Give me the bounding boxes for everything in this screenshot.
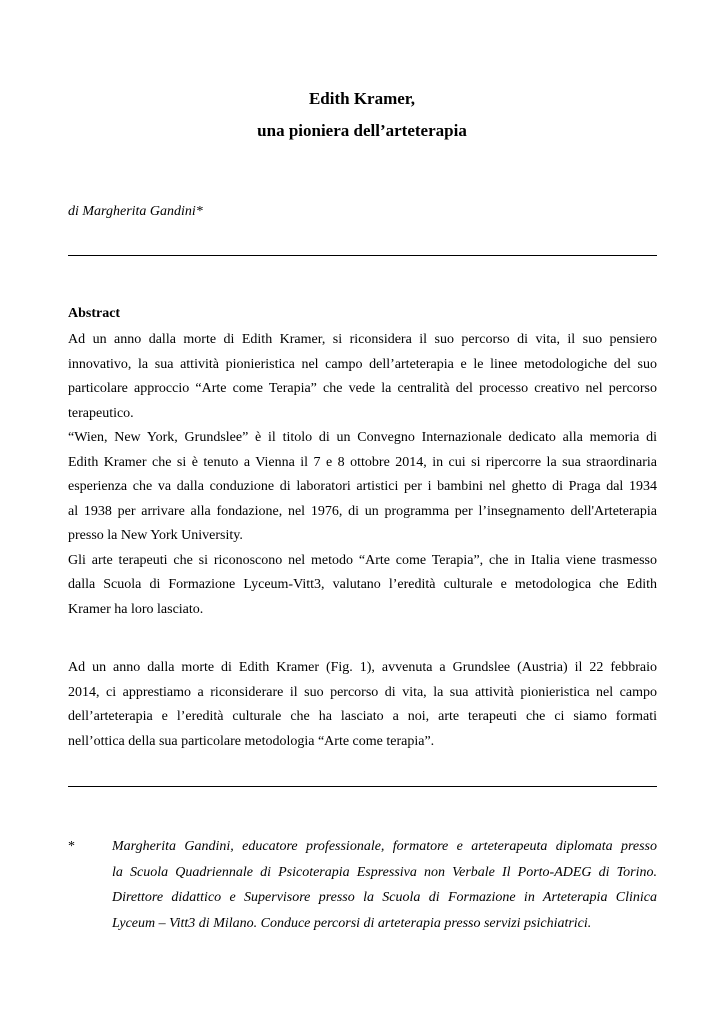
abstract-line: presso la New York University. (68, 528, 243, 543)
abstract-line: esperienza che va dalla conduzione di laboratori artistici per i bambini nel ghetto di Praga dal 1934 (68, 479, 657, 494)
intro-line: dell’arteterapia e l’eredità culturale che ha lasciato a noi, arte terapeuti che ci siamo formati (68, 709, 657, 724)
abstract-line: dalla Scuola di Formazione Lyceum-Vitt3, valutano l’eredità culturale e metodologica che Edith (68, 577, 657, 592)
top-divider (68, 255, 657, 256)
intro-line: nell’ottica della sua particolare metodologia “Arte come terapia”. (68, 733, 435, 749)
footnote-line: Margherita Gandini, educatore professionale, formatore e arteterapeuta diplomata presso (112, 839, 657, 854)
abstract-heading: Abstract (68, 306, 121, 321)
intro-line: 2014, ci apprestiamo a riconsiderare il suo percorso di vita, la sua attività pionieristica nel campo (68, 684, 657, 700)
title-line-1: Edith Kramer, (308, 89, 416, 108)
abstract-line: “Wien, New York, Grundslee” è il titolo di un Convegno Internazionale dedicato alla memoria di (68, 430, 657, 445)
footnote-text (112, 834, 657, 936)
abstract-line: innovativo, la sua attività pionieristica nel campo dell’arteterapia e le linee metodologiche del suo (68, 356, 657, 372)
abstract-line: Ad un anno dalla morte di Edith Kramer, si riconsidera il suo percorso di vita, il suo pensiero (68, 332, 657, 347)
author-byline: di Margherita Gandini* (68, 204, 203, 219)
intro-paragraph (68, 656, 657, 754)
abstract-line: particolare approccio “Arte come Terapia” che vede la centralità del processo creativo nel percorso (68, 381, 657, 396)
abstract-line: terapeutico. (68, 405, 134, 421)
intro-line: Ad un anno dalla morte di Edith Kramer (Fig. 1), avvenuta a Grundslee (Austria) il 22 febbraio (68, 660, 657, 675)
footnote-line: Direttore didattico e Supervisore presso la Scuola di Formazione in Arteterapia Clinica (112, 890, 657, 905)
title-line-2: una pioniera dell’arteterapia (257, 121, 467, 140)
abstract-line: Kramer ha loro lasciato. (68, 601, 204, 617)
abstract-line: al 1938 per arrivare alla fondazione, nel 1976, di un programma per l’insegnamento dell'Arteterapia (68, 503, 657, 519)
abstract-line: Edith Kramer che si è tenuto a Vienna il 7 e 8 ottobre 2014, in cui si ripercorre la sua straordinaria (68, 454, 657, 470)
footnote-line: Lyceum – Vitt3 di Milano. Conduce percorsi di arteterapia presso servizi psichiatrici. (112, 915, 592, 931)
abstract-body (68, 328, 657, 622)
abstract-line: Gli arte terapeuti che si riconoscono nel metodo “Arte come Terapia”, che in Italia viene trasmesso (68, 552, 657, 568)
footnote-mark: * (68, 839, 75, 854)
bottom-divider (68, 786, 657, 787)
footnote-line: la Scuola Quadriennale di Psicoterapia Espressiva non Verbale Il Porto-ADEG di Torino. (112, 864, 657, 880)
